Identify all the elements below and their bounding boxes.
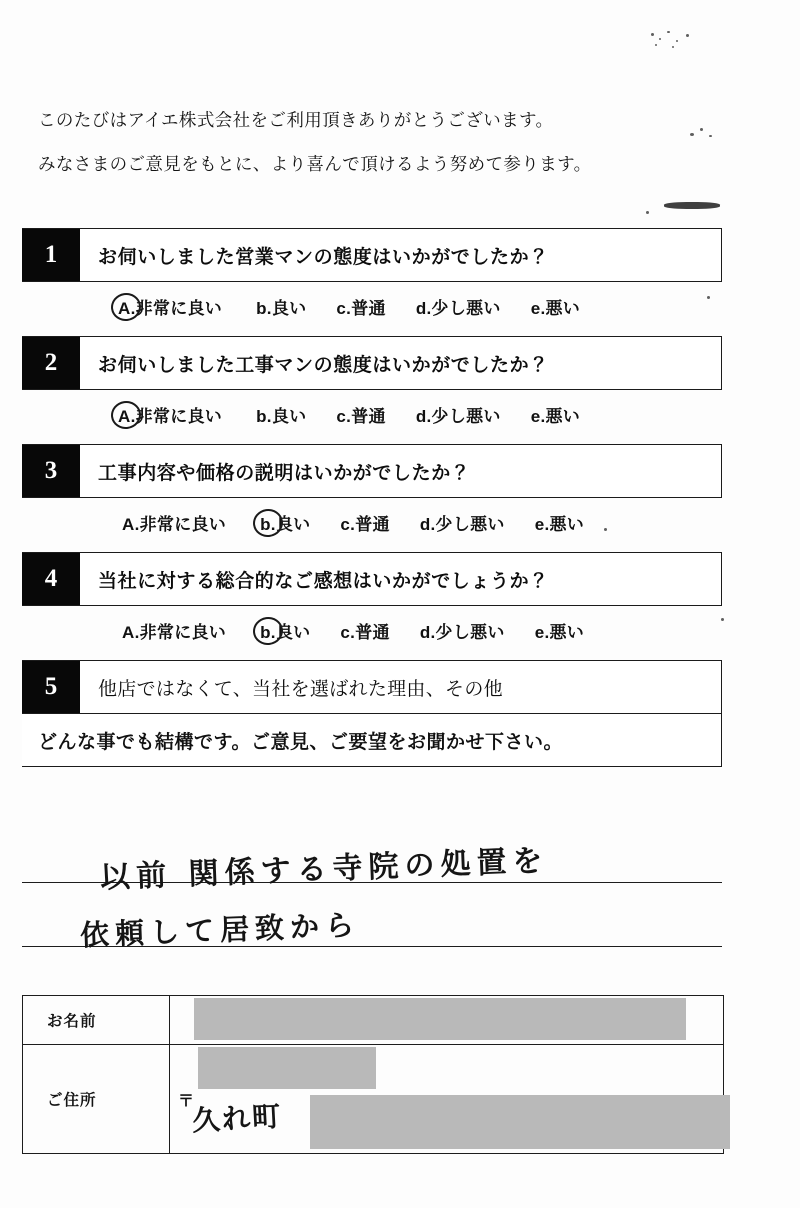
option-2-e-label: e.悪い <box>530 406 581 426</box>
option-1-d[interactable] <box>416 294 501 319</box>
scan-speckle <box>646 211 649 214</box>
redaction-block <box>198 1047 376 1089</box>
option-2-a[interactable] <box>118 402 222 427</box>
question-text-5: 他店ではなくて、当社を選ばれた理由、その他 <box>98 678 503 700</box>
option-3-a-label: A.非常に良い <box>122 514 227 534</box>
address-value[interactable] <box>170 1045 723 1153</box>
address-row <box>23 1044 723 1153</box>
scan-speckle <box>676 40 678 42</box>
question-row-5 <box>22 660 722 714</box>
question-number-3: 3 <box>22 445 80 497</box>
question-block-3 <box>22 444 722 546</box>
scan-speckle <box>672 46 674 48</box>
question-row-3 <box>22 444 722 498</box>
option-1-c[interactable] <box>336 294 385 319</box>
question-block-5 <box>22 660 722 767</box>
question-number-2: 2 <box>22 337 80 389</box>
option-1-b[interactable] <box>256 294 306 319</box>
question-text-2: お伺いしました工事マンの態度はいかがでしたか？ <box>98 354 549 376</box>
option-4-c[interactable] <box>340 618 389 643</box>
option-4-a-label: A.非常に良い <box>122 622 227 642</box>
question-list <box>22 228 722 773</box>
redaction-block <box>194 998 686 1040</box>
option-2-a-label: A.非常に良い <box>118 406 223 426</box>
option-4-d-label: d.少し悪い <box>419 622 505 642</box>
comment-handwriting-line-1: 以前 関係する寺院の処置を <box>99 843 550 896</box>
option-2-b[interactable] <box>256 402 306 427</box>
option-4-b-label: b.良い <box>260 622 311 642</box>
intro-line-1: このたびはアイエ株式会社をご利用頂きありがとうございます。 <box>38 110 554 130</box>
question-row-4 <box>22 552 722 606</box>
comment-handwriting-line-2: 依頼して居致から <box>79 907 361 953</box>
option-3-b-label: b.良い <box>260 514 311 534</box>
option-3-c-label: c.普通 <box>340 514 390 534</box>
scan-speckle <box>686 34 689 37</box>
option-1-a[interactable] <box>118 294 222 319</box>
option-4-c-label: c.普通 <box>340 622 390 642</box>
option-4-e[interactable] <box>535 618 584 643</box>
option-3-d-label: d.少し悪い <box>419 514 505 534</box>
option-1-b-label: b.良い <box>256 298 307 318</box>
option-2-d-label: d.少し悪い <box>415 406 501 426</box>
option-2-d[interactable] <box>416 402 501 427</box>
option-3-e[interactable] <box>535 510 584 535</box>
option-4-b[interactable] <box>260 618 310 643</box>
scan-speckle <box>659 38 661 40</box>
respondent-info-table <box>22 995 724 1154</box>
question-text-3: 工事内容や価格の説明はいかがでしたか？ <box>98 462 471 484</box>
scan-speckle <box>655 44 657 46</box>
option-1-c-label: c.普通 <box>336 298 386 318</box>
option-4-a[interactable] <box>122 618 226 643</box>
option-2-c[interactable] <box>336 402 385 427</box>
option-1-d-label: d.少し悪い <box>415 298 501 318</box>
address-handwriting: 久れ町 <box>191 1099 283 1138</box>
option-3-c[interactable] <box>340 510 389 535</box>
postal-mark-icon: 〒 <box>178 1092 195 1110</box>
intro-line-2: みなさまのご意見をもとに、より喜んで頂けるよう努めて参ります。 <box>38 153 592 174</box>
scan-speckle <box>651 33 654 36</box>
answer-options-2 <box>22 390 722 438</box>
option-3-d[interactable] <box>420 510 505 535</box>
question-block-1 <box>22 228 722 330</box>
question-text-5-line2: どんな事でも結構です。ご意見、ご要望をお聞かせ下さい。 <box>22 714 722 767</box>
address-label: ご住所 <box>23 1045 170 1153</box>
scan-speckle <box>667 31 670 33</box>
option-1-a-label: A.非常に良い <box>118 298 223 318</box>
option-3-a[interactable] <box>122 510 226 535</box>
question-text-1: お伺いしました営業マンの態度はいかがでしたか？ <box>98 246 549 268</box>
option-2-b-label: b.良い <box>256 406 307 426</box>
free-comment-area[interactable] <box>22 828 722 968</box>
question-number-5: 5 <box>22 661 80 713</box>
question-number-4: 4 <box>22 553 80 605</box>
option-4-d[interactable] <box>420 618 505 643</box>
option-3-e-label: e.悪い <box>534 514 585 534</box>
name-row <box>23 996 723 1044</box>
option-3-b[interactable] <box>260 510 310 535</box>
redaction-block <box>310 1095 730 1149</box>
name-label: お名前 <box>23 996 170 1044</box>
question-number-1: 1 <box>22 229 80 281</box>
option-2-c-label: c.普通 <box>336 406 386 426</box>
answer-options-1 <box>22 282 722 330</box>
question-row-2 <box>22 336 722 390</box>
scan-smudge <box>664 202 720 209</box>
intro-text <box>38 112 738 199</box>
option-1-e-label: e.悪い <box>530 298 581 318</box>
option-1-e[interactable] <box>531 294 580 319</box>
option-2-e[interactable] <box>531 402 580 427</box>
question-block-2 <box>22 336 722 438</box>
question-row-1 <box>22 228 722 282</box>
option-4-e-label: e.悪い <box>534 622 585 642</box>
question-block-4 <box>22 552 722 654</box>
question-text-4: 当社に対する総合的なご感想はいかがでしょうか？ <box>98 570 549 592</box>
answer-options-3 <box>22 498 722 546</box>
answer-options-4 <box>22 606 722 654</box>
name-value[interactable] <box>170 996 723 1044</box>
